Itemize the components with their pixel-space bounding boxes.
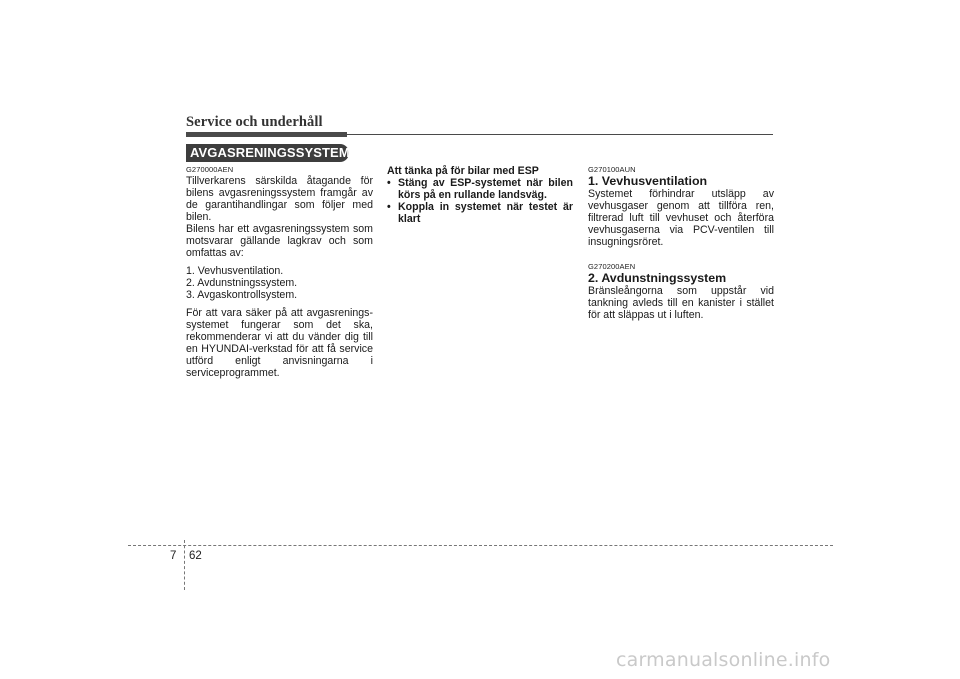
doc-code: G270100AUN [588,165,636,174]
column-3 [588,165,774,321]
paragraph: Bilens har ett avgasreningssystem som motsvarar gällande lagkrav och som omfattas av: [186,223,373,259]
bullet-text: Koppla in systemet när testet är klart [398,201,573,225]
subsection-heading: 1. Vevhusventilation [588,174,708,188]
column-1 [186,165,373,379]
column-2 [387,165,573,225]
section-header-title: Service och underhåll [186,114,323,130]
paragraph: För att vara säker på att avgasrenings-systemet fungerar som det ska, rekommenderar vi att du vänder dig till en HYUNDAI-verkstad för att få service utförd enligt anvisningarna i serviceprogrammet. [186,307,373,379]
doc-code: G270000AEN [186,165,234,174]
list-item: 2. Avdunstningssystem. [186,277,298,289]
esp-heading: Att tänka på för bilar med ESP [387,165,539,177]
page-number: 62 [189,550,202,562]
chapter-number: 7 [170,550,177,562]
paragraph: Tillverkarens särskilda åtagande för bilens avgasreningssystem framgår av de garantihandlingar som följer med bilen. [186,175,373,223]
watermark: carmanualsonline.info [616,649,831,671]
doc-code: G270200AEN [588,262,636,271]
list-item: 1. Vevhusventilation. [186,265,284,277]
header-accent-bar [186,132,347,137]
footer-divider [184,540,185,590]
paragraph: Systemet förhindrar utsläpp av vevhusgaser genom att tillföra ren, filtrerad luft till vevhuset och återföra vevhusgaserna via PCV-ventilen till insugningsröret. [588,188,774,248]
header-rule [347,134,773,135]
subsection-heading: 2. Avdunstningssystem [588,271,727,285]
paragraph: Bränsleångorna som uppstår vid tankning avleds till en kanister i stället för att släppas ut i luften. [588,285,774,321]
list-item [387,177,573,201]
bullet-icon: • [387,177,391,189]
bullet-text: Stäng av ESP-systemet när bilen körs på en rullande landsväg. [398,177,573,201]
list-item [387,201,573,225]
list-item: 3. Avgaskontrollsystem. [186,289,298,301]
section-title: AVGASRENINGSSYSTEM [190,145,350,160]
bullet-icon: • [387,201,391,213]
footer-rule [128,545,833,546]
